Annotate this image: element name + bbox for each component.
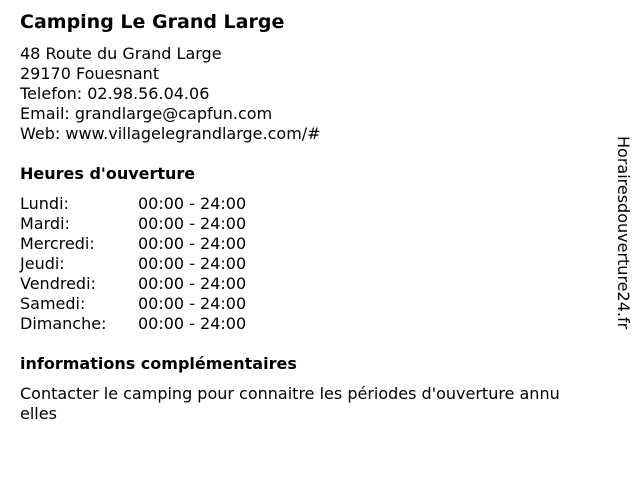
day-hours: 00:00 - 24:00: [138, 194, 247, 213]
info-heading: informations complémentaires: [20, 354, 297, 373]
business-name: Camping Le Grand Large: [20, 11, 285, 33]
day-label: Jeudi:: [20, 254, 65, 273]
day-label: Dimanche:: [20, 314, 107, 333]
day-hours: 00:00 - 24:00: [138, 274, 247, 293]
day-label: Mardi:: [20, 214, 70, 233]
address-line-1: 48 Route du Grand Large: [20, 44, 222, 63]
phone-number: Telefon: 02.98.56.04.06: [20, 84, 210, 103]
day-hours: 00:00 - 24:00: [138, 254, 247, 273]
day-hours: 00:00 - 24:00: [138, 314, 247, 333]
info-line-1: Contacter le camping pour connaitre les périodes d'ouverture annu: [20, 384, 560, 403]
contact-block: [20, 44, 321, 144]
info-line-2: elles: [20, 404, 57, 423]
website-url: Web: www.villagelegrandlarge.com/#: [20, 124, 321, 143]
site-watermark: Horairesdouverture24.fr: [614, 136, 633, 330]
day-label: Vendredi:: [20, 274, 96, 293]
email-address: Email: grandlarge@capfun.com: [20, 104, 273, 123]
hours-heading: Heures d'ouverture: [20, 164, 196, 183]
day-label: Samedi:: [20, 294, 86, 313]
info-text: [20, 384, 610, 424]
day-label: Mercredi:: [20, 234, 95, 253]
day-hours: 00:00 - 24:00: [138, 234, 247, 253]
day-hours: 00:00 - 24:00: [138, 214, 247, 233]
day-hours: 00:00 - 24:00: [138, 294, 247, 313]
day-label: Lundi:: [20, 194, 69, 213]
address-line-2: 29170 Fouesnant: [20, 64, 160, 83]
